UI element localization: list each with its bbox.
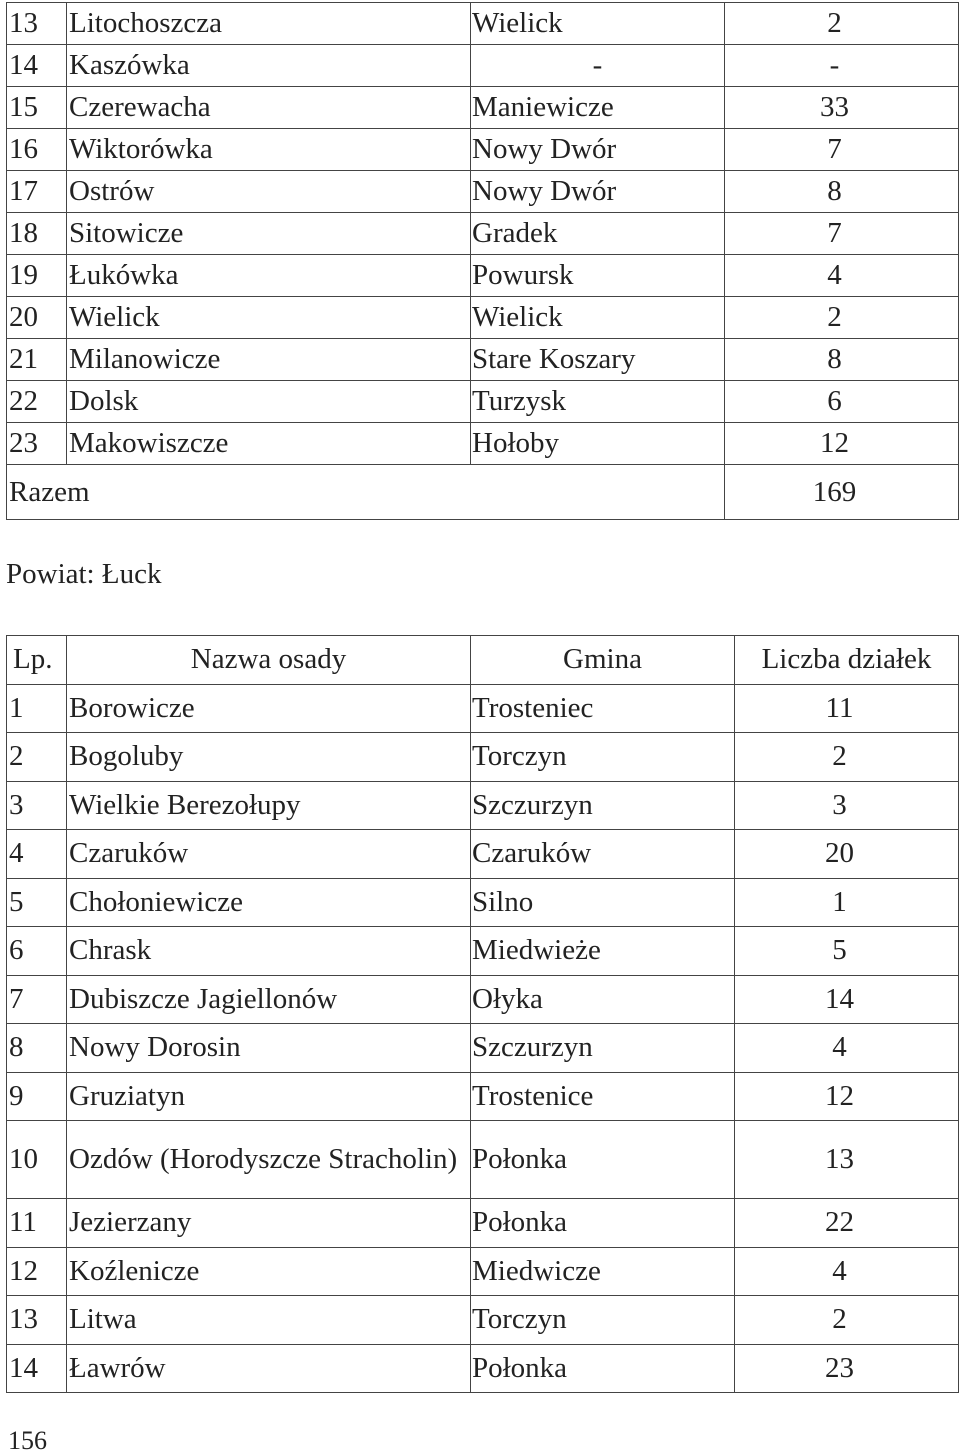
header-gmina: Gmina (471, 636, 735, 685)
osada-cell: Ławrów (67, 1344, 471, 1393)
gmina-cell: Nowy Dwór (471, 171, 725, 213)
osada-cell: Dubiszcze Jagiellonów (67, 975, 471, 1024)
dzialki-cell: 2 (725, 297, 959, 339)
header-lp: Lp. (7, 636, 67, 685)
gmina-cell: Trostenice (471, 1072, 735, 1121)
osada-cell: Wiktorówka (67, 129, 471, 171)
gmina-cell: Wielick (471, 3, 725, 45)
page-number: 156 (8, 1426, 47, 1455)
dzialki-cell: 2 (735, 733, 959, 782)
dzialki-cell: 14 (735, 975, 959, 1024)
osada-cell: Kaszówka (67, 45, 471, 87)
osada-cell: Bogoluby (67, 733, 471, 782)
dzialki-cell: 3 (735, 781, 959, 830)
gmina-cell: Silno (471, 878, 735, 927)
osada-cell: Wielick (67, 297, 471, 339)
dzialki-cell: - (725, 45, 959, 87)
osada-cell: Czaruków (67, 830, 471, 879)
dzialki-cell: 4 (725, 255, 959, 297)
lp-cell: 11 (7, 1199, 67, 1248)
table-row (7, 1247, 959, 1296)
osada-cell: Jezierzany (67, 1199, 471, 1248)
dzialki-cell: 12 (735, 1072, 959, 1121)
gmina-cell: Miedwieże (471, 927, 735, 976)
header-osada: Nazwa osady (67, 636, 471, 685)
dzialki-cell: 12 (725, 423, 959, 465)
total-value: 169 (725, 465, 959, 520)
osada-cell: Łukówka (67, 255, 471, 297)
table-row (7, 975, 959, 1024)
osada-cell: Dolsk (67, 381, 471, 423)
table-row (7, 339, 959, 381)
gmina-cell: Szczurzyn (471, 1024, 735, 1073)
gmina-cell: Torczyn (471, 733, 735, 782)
dzialki-cell: 4 (735, 1024, 959, 1073)
lp-cell: 17 (7, 171, 67, 213)
table-row (7, 878, 959, 927)
table-row (7, 1072, 959, 1121)
lp-cell: 5 (7, 878, 67, 927)
gmina-cell: Szczurzyn (471, 781, 735, 830)
osada-cell: Koźlenicze (67, 1247, 471, 1296)
gmina-cell: Miedwicze (471, 1247, 735, 1296)
lp-cell: 13 (7, 1296, 67, 1345)
lp-cell: 14 (7, 1344, 67, 1393)
gmina-cell: Powursk (471, 255, 725, 297)
gmina-cell: Maniewicze (471, 87, 725, 129)
table-row (7, 1296, 959, 1345)
osada-cell: Borowicze (67, 684, 471, 733)
lp-cell: 4 (7, 830, 67, 879)
dzialki-cell: 1 (735, 878, 959, 927)
gmina-cell: Czaruków (471, 830, 735, 879)
table-row (7, 45, 959, 87)
osada-cell: Chrask (67, 927, 471, 976)
table-row (7, 129, 959, 171)
lp-cell: 10 (7, 1121, 67, 1199)
dzialki-cell: 6 (725, 381, 959, 423)
table-row (7, 927, 959, 976)
gmina-cell: Połonka (471, 1121, 735, 1199)
dzialki-cell: 4 (735, 1247, 959, 1296)
osada-cell: Sitowicze (67, 213, 471, 255)
gmina-cell: Gradek (471, 213, 725, 255)
lp-cell: 9 (7, 1072, 67, 1121)
osada-cell: Ozdów (Horodyszcze Stracholin) (67, 1121, 471, 1199)
powiat-heading: Powiat: Łuck (6, 558, 162, 590)
lp-cell: 18 (7, 213, 67, 255)
table-row (7, 781, 959, 830)
osada-cell: Makowiszcze (67, 423, 471, 465)
gmina-cell: Wielick (471, 297, 725, 339)
gmina-cell: Torczyn (471, 1296, 735, 1345)
gmina-cell: Trosteniec (471, 684, 735, 733)
table-row (7, 1199, 959, 1248)
table-row (7, 213, 959, 255)
dzialki-cell: 8 (725, 171, 959, 213)
osada-cell: Litochoszcza (67, 3, 471, 45)
lp-cell: 23 (7, 423, 67, 465)
dzialki-cell: 11 (735, 684, 959, 733)
table-row (7, 1024, 959, 1073)
gmina-cell: Turzysk (471, 381, 725, 423)
osada-cell: Czerewacha (67, 87, 471, 129)
dzialki-cell: 22 (735, 1199, 959, 1248)
lp-cell: 3 (7, 781, 67, 830)
lp-cell: 7 (7, 975, 67, 1024)
osada-cell: Gruziatyn (67, 1072, 471, 1121)
total-label: Razem (7, 465, 725, 520)
table-header-row (7, 636, 959, 685)
dzialki-cell: 7 (725, 213, 959, 255)
gmina-cell: Ołyka (471, 975, 735, 1024)
dzialki-cell: 2 (735, 1296, 959, 1345)
gmina-cell: Hołoby (471, 423, 725, 465)
lp-cell: 19 (7, 255, 67, 297)
dzialki-cell: 23 (735, 1344, 959, 1393)
osada-cell: Ostrów (67, 171, 471, 213)
table-row (7, 3, 959, 45)
dzialki-cell: 33 (725, 87, 959, 129)
lp-cell: 16 (7, 129, 67, 171)
settlements-table-continued (6, 2, 959, 520)
table-row (7, 423, 959, 465)
table-row (7, 255, 959, 297)
dzialki-cell: 20 (735, 830, 959, 879)
lp-cell: 22 (7, 381, 67, 423)
lp-cell: 8 (7, 1024, 67, 1073)
dzialki-cell: 2 (725, 3, 959, 45)
osada-cell: Milanowicze (67, 339, 471, 381)
osada-cell: Litwa (67, 1296, 471, 1345)
table-row (7, 1344, 959, 1393)
osada-cell: Nowy Dorosin (67, 1024, 471, 1073)
gmina-cell: Nowy Dwór (471, 129, 725, 171)
table-row (7, 733, 959, 782)
lp-cell: 13 (7, 3, 67, 45)
table-row (7, 1121, 959, 1199)
lp-cell: 14 (7, 45, 67, 87)
lp-cell: 20 (7, 297, 67, 339)
gmina-cell: Połonka (471, 1344, 735, 1393)
table-row (7, 381, 959, 423)
total-row (7, 465, 959, 520)
table-row (7, 171, 959, 213)
dzialki-cell: 5 (735, 927, 959, 976)
dzialki-cell: 8 (725, 339, 959, 381)
dzialki-cell: 13 (735, 1121, 959, 1199)
lp-cell: 15 (7, 87, 67, 129)
dzialki-cell: 7 (725, 129, 959, 171)
gmina-cell: - (471, 45, 725, 87)
table-row (7, 297, 959, 339)
settlements-table-luck (6, 635, 959, 1393)
table-row (7, 830, 959, 879)
lp-cell: 6 (7, 927, 67, 976)
gmina-cell: Stare Koszary (471, 339, 725, 381)
osada-cell: Chołoniewicze (67, 878, 471, 927)
table-row (7, 87, 959, 129)
lp-cell: 12 (7, 1247, 67, 1296)
lp-cell: 2 (7, 733, 67, 782)
table-row (7, 684, 959, 733)
lp-cell: 21 (7, 339, 67, 381)
osada-cell: Wielkie Berezołupy (67, 781, 471, 830)
lp-cell: 1 (7, 684, 67, 733)
gmina-cell: Połonka (471, 1199, 735, 1248)
header-dzialki: Liczba działek (735, 636, 959, 685)
